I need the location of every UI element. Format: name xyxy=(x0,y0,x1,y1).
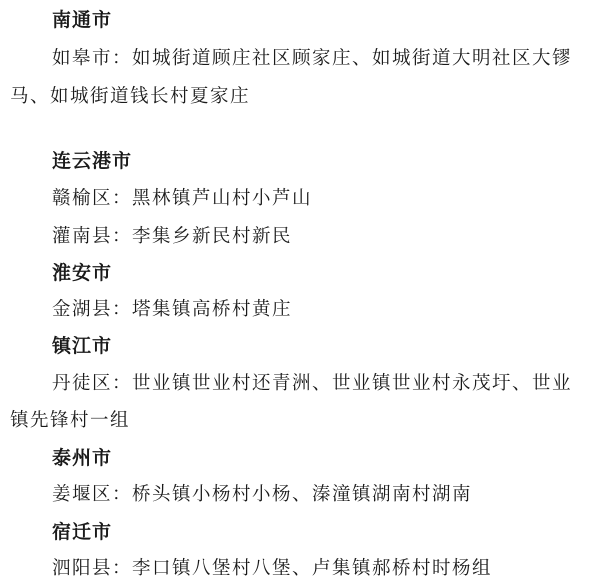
text-line: 赣榆区：黑林镇芦山村小芦山 xyxy=(52,188,313,209)
text-line: 姜堰区：桥头镇小杨村小杨、溱潼镇湖南村湖南 xyxy=(52,484,473,505)
text-line: 如皋市：如城街道顾庄社区顾家庄、如城街道大明社区大镠 xyxy=(52,48,573,69)
text-line: 金湖县：塔集镇高桥村黄庄 xyxy=(52,299,293,320)
city-heading-suqian: 宿迁市 xyxy=(52,521,113,543)
text-line: 灌南县：李集乡新民村新民 xyxy=(52,226,293,247)
city-heading-lianyungang: 连云港市 xyxy=(52,150,133,172)
text-line: 泗阳县：李口镇八堡村八堡、卢集镇郝桥村时杨组 xyxy=(52,558,493,579)
city-heading-taizhou: 泰州市 xyxy=(52,447,113,469)
city-heading-nantong: 南通市 xyxy=(52,9,113,31)
text-line: 马、如城街道钱长村夏家庄 xyxy=(10,86,251,107)
text-line: 丹徒区：世业镇世业村还青洲、世业镇世业村永茂圩、世业 xyxy=(52,373,573,394)
city-heading-huaian: 淮安市 xyxy=(52,262,113,284)
city-heading-zhenjiang: 镇江市 xyxy=(52,335,113,357)
text-line: 镇先锋村一组 xyxy=(10,410,131,431)
